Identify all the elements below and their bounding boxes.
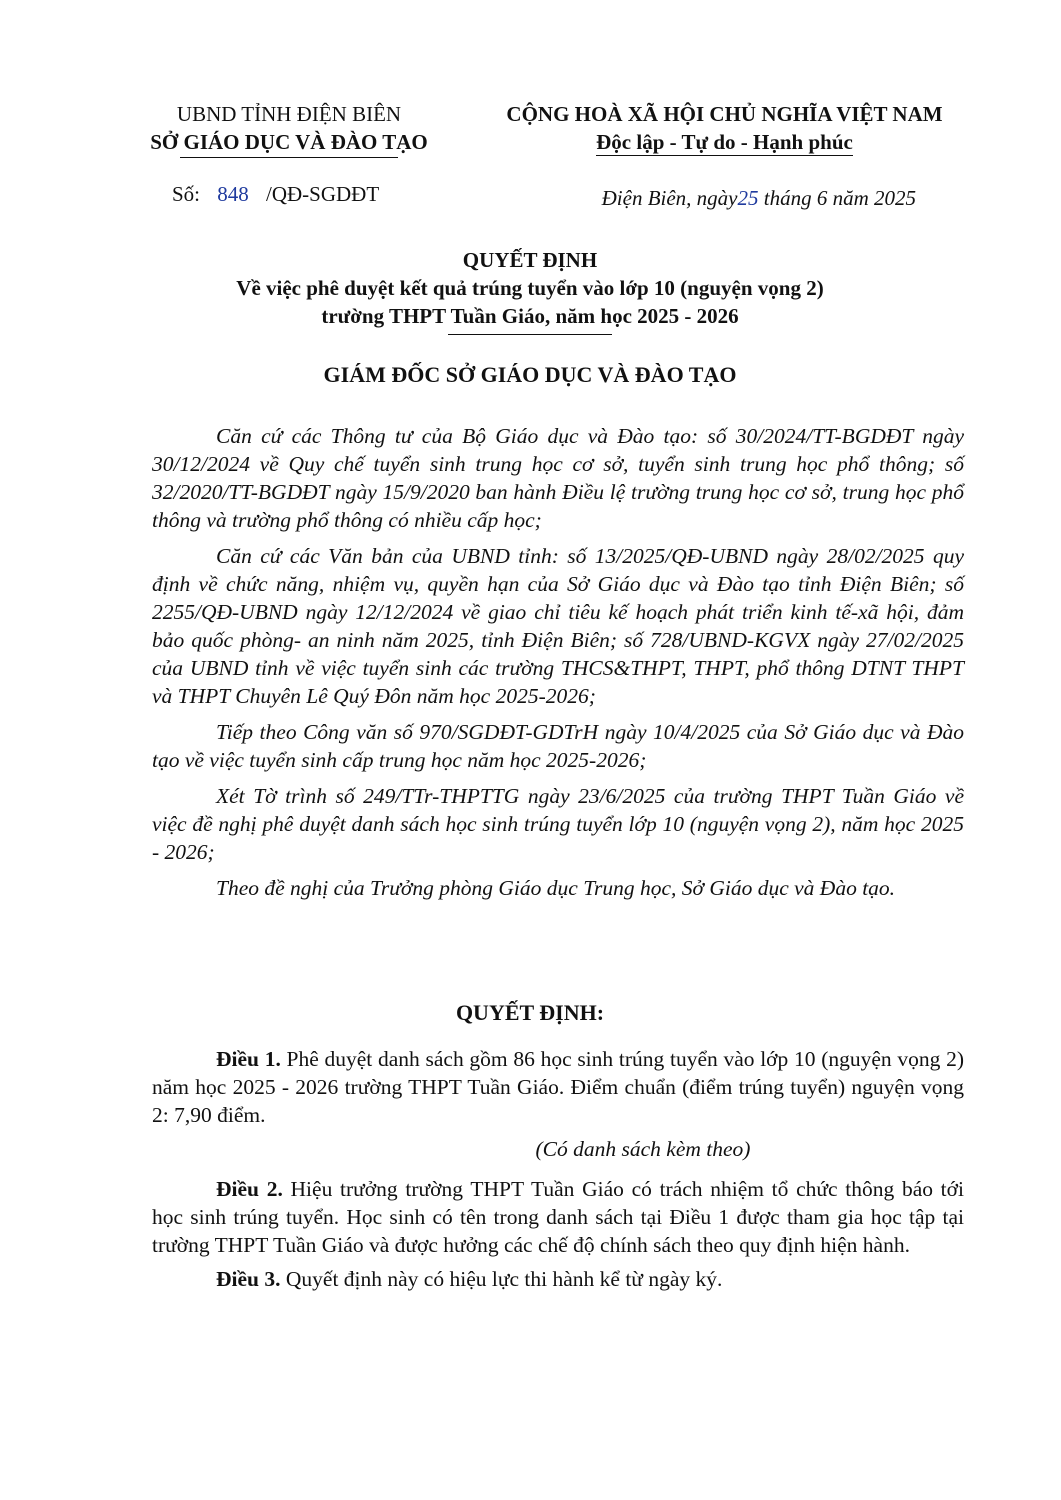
national-header bbox=[472, 100, 977, 156]
article-2 bbox=[152, 1175, 964, 1259]
subject-line-2: trường THPT Tuần Giáo, năm học 2025 - 2026 bbox=[321, 304, 739, 328]
date-day: 25 bbox=[737, 186, 759, 210]
doc-number-prefix: Số: bbox=[172, 182, 201, 206]
issuing-authority: GIÁM ĐỐC SỞ GIÁO DỤC VÀ ĐÀO TẠO bbox=[323, 362, 737, 387]
issuing-agency bbox=[130, 100, 448, 158]
org-parent: UBND TỈNH ĐIỆN BIÊN bbox=[176, 102, 402, 126]
decision-heading: QUYẾT ĐỊNH: bbox=[455, 1000, 605, 1025]
preamble-paragraph: Xét Tờ trình số 249/TTr-THPTTG ngày 23/6/2025 của trường THPT Tuần Giáo về việc đề nghị phê duyệt danh sách học sinh trúng tuyển lớp 10 (nguyện vọng 2), năm học 2025 - 2026; bbox=[152, 784, 964, 864]
article-3-text: Quyết định này có hiệu lực thi hành kể từ ngày ký. bbox=[280, 1267, 723, 1291]
preamble-paragraph: Căn cứ các Văn bản của UBND tỉnh: số 13/2025/QĐ-UBND ngày 28/02/2025 quy định về chức năng, nhiệm vụ, quyền hạn của Sở Giáo dục và Đào tạo tỉnh Điện Biên; số 2255/QĐ-UBND ngày 12/12/2024 về giao chỉ tiêu kế hoạch phát triển kinh tế-xã hội, đảm bảo quốc phòng- an ninh năm 2025, tỉnh Điện Biên; số 728/UBND-KGVX ngày 27/02/2025 của UBND tỉnh về việc tuyển sinh các trường THCS&THPT, THPT, phổ thông DTNT THPT và THPT Chuyên Lê Quý Đôn năm học 2025-2026; bbox=[152, 544, 964, 708]
preamble-paragraph: Tiếp theo Công văn số 970/SGDĐT-GDTrH ngày 10/4/2025 của Sở Giáo dục và Đào tạo về việc tuyển sinh cấp trung học năm học 2025-2026; bbox=[152, 720, 964, 772]
article-1-text: Phê duyệt danh sách gồm 86 học sinh trúng tuyển vào lớp 10 (nguyện vọng 2) năm học 2025 - 2026 trường THPT Tuần Giáo. Điểm chuẩn (điểm trúng tuyển) nguyện vọng 2: 7,90 điểm. bbox=[152, 1047, 965, 1127]
article-1-label: Điều 1. bbox=[216, 1047, 281, 1071]
attachment-note: (Có danh sách kèm theo) bbox=[535, 1137, 751, 1161]
articles bbox=[152, 1045, 964, 1299]
country-name: CỘNG HOÀ XÃ HỘI CHỦ NGHĨA VIỆT NAM bbox=[506, 102, 943, 126]
doc-number-suffix: /QĐ-SGDĐT bbox=[266, 182, 380, 206]
preamble bbox=[152, 422, 964, 910]
article-2-text: Hiệu trưởng trường THPT Tuần Giáo có trách nhiệm tổ chức thông báo tới học sinh trúng tuyển. Học sinh có tên trong danh sách tại Điều 1 được tham gia học tập tại trường THPT Tuần Giáo và được hưởng các chế độ chính sách theo quy định hiện hành. bbox=[152, 1177, 965, 1257]
document-number bbox=[172, 182, 379, 207]
title-underline bbox=[448, 334, 612, 335]
article-3 bbox=[152, 1265, 964, 1293]
issue-date bbox=[602, 186, 916, 211]
doc-number-value: 848 bbox=[217, 182, 249, 206]
article-1 bbox=[152, 1045, 964, 1129]
document-type: QUYẾT ĐỊNH bbox=[462, 248, 598, 272]
national-motto: Độc lập - Tự do - Hạnh phúc bbox=[596, 130, 853, 154]
agency-underline bbox=[180, 157, 398, 158]
preamble-paragraph: Căn cứ các Thông tư của Bộ Giáo dục và Đào tạo: số 30/2024/TT-BGDĐT ngày 30/12/2024 về Quy chế tuyển sinh trung học cơ sở, tuyển sinh trung học phổ thông; số 32/2020/TT-BGDĐT ngày 15/9/2020 ban hành Điều lệ trường trung học cơ sở, trung học phổ thông và trường phổ thông có nhiều cấp học; bbox=[152, 424, 964, 532]
date-prefix: Điện Biên, ngày bbox=[601, 186, 738, 210]
subject-line-1: Về việc phê duyệt kết quả trúng tuyển vào lớp 10 (nguyện vọng 2) bbox=[236, 276, 824, 300]
article-2-label: Điều 2. bbox=[216, 1177, 283, 1201]
document-title bbox=[90, 246, 970, 335]
preamble-paragraph: Theo đề nghị của Trưởng phòng Giáo dục Trung học, Sở Giáo dục và Đào tạo. bbox=[216, 876, 896, 900]
org-dept: SỞ GIÁO DỤC VÀ ĐÀO TẠO bbox=[150, 130, 428, 154]
article-3-label: Điều 3. bbox=[216, 1267, 281, 1291]
date-suffix: tháng 6 năm 2025 bbox=[758, 186, 916, 210]
